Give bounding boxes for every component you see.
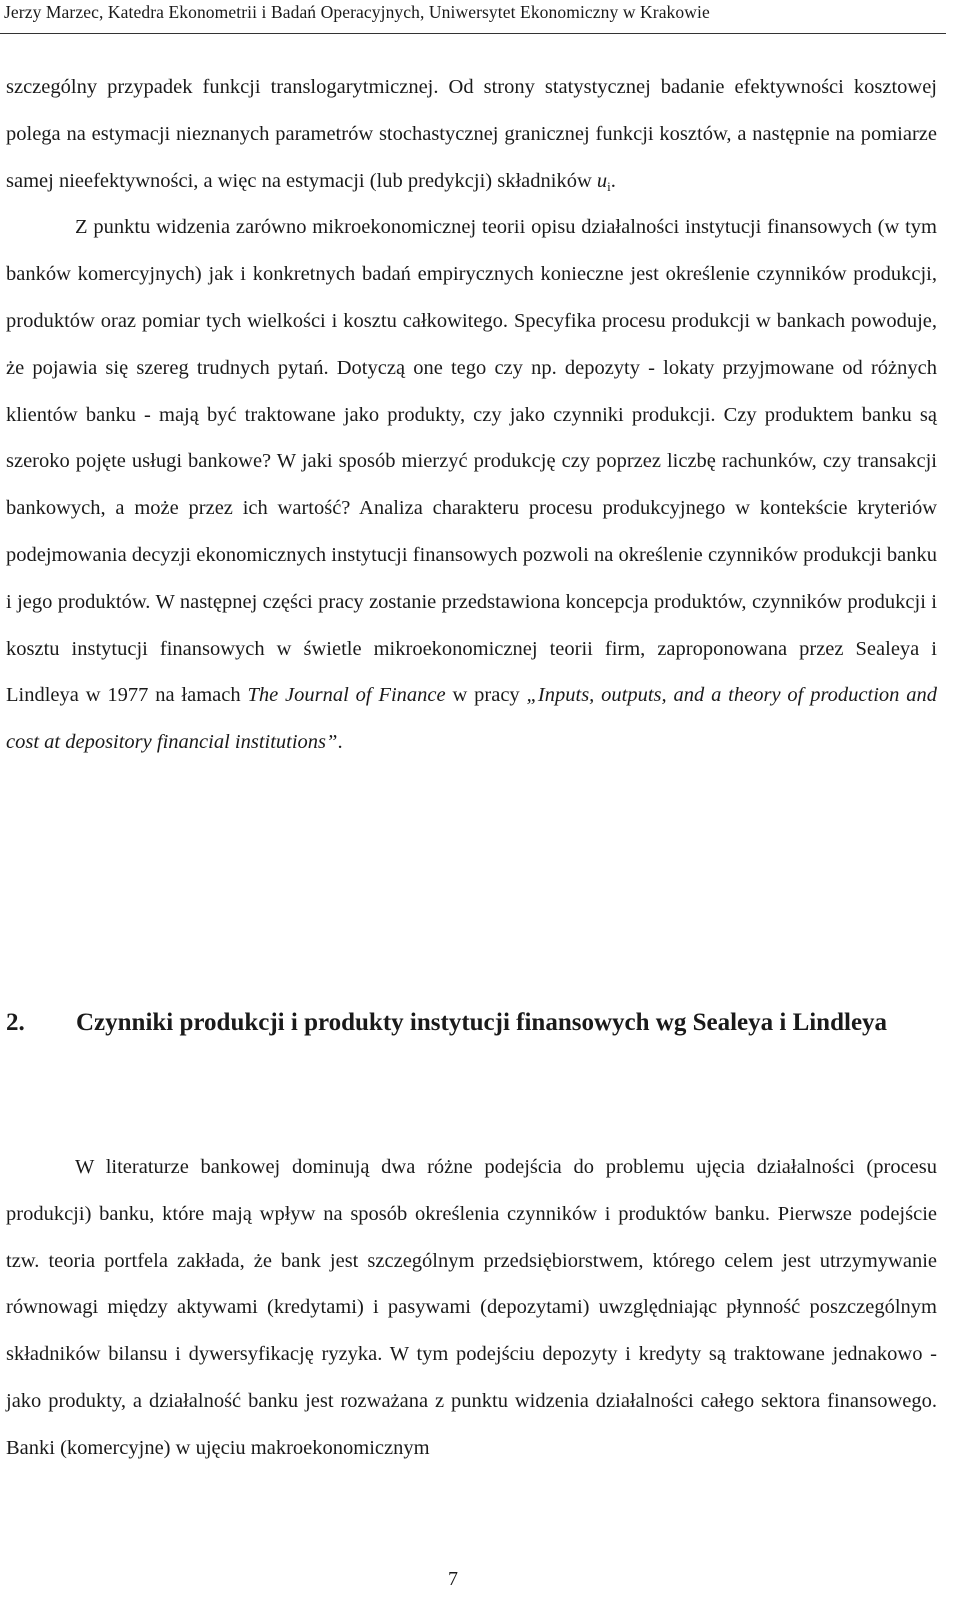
paragraph-1-text: szczególny przypadek funkcji translogarytmicznej. Od strony statystycznej badanie efektywności kosztowej polega na estymacji nieznanych parametrów stochastycznej granicznej funkcji kosztów, a następnie na pomiarze samej nieefektywności, a więc na estymacji (lub predykcji) składników <box>6 76 937 192</box>
variable-u: u <box>596 169 608 192</box>
paper-title: „Inputs, outputs, and a theory of production and cost at depository financial institutions” <box>6 684 937 754</box>
running-head: Jerzy Marzec, Katedra Ekonometrii i Badań Operacyjnych, Uniwersytet Ekonomiczny w Krakowie <box>4 2 710 22</box>
page-number: 7 <box>448 1568 458 1590</box>
paragraph-2-mid: w pracy <box>445 684 527 707</box>
paragraph-3: W literaturze bankowej dominują dwa różne podejścia do problemu ujęcia działalności (procesu produkcji) banku, które mają wpływ na sposób określenia czynników i produktów banku. Pierwsze podejście tzw. teoria portfela zakłada, że bank jest szczególnym przedsiębiorstwem, którego celem jest utrzymywanie równowagi między aktywami (kredytami) i pasywami (depozytami) uwzględniając płynność poszczególnym składników bilansu i dywersyfikację ryzyka. W tym podejściu depozyty i kredyty są traktowane jednakowo - jako produkty, a działalność banku jest rozważana z punktu widzenia działalności całego sektora finansowego. Banki (komercyjne) w ujęciu makroekonomicznym <box>6 1156 937 1459</box>
paragraph-2 <box>6 204 937 766</box>
variable-subscript: i <box>607 178 611 194</box>
paragraph-continuation <box>6 64 937 204</box>
paragraph-2-end: . <box>337 731 343 754</box>
section-heading <box>6 996 937 1050</box>
paragraph-1-end: . <box>610 169 616 192</box>
header-rule <box>0 33 946 34</box>
body-text-top <box>6 64 937 766</box>
section-number: 2. <box>6 1009 25 1036</box>
paragraph-2-text: Z punktu widzenia zarówno mikroekonomicznej teorii opisu działalności instytucji finansowych (w tym banków komercyjnych) jak i konkretnych badań empirycznych konieczne jest określenie czynników produkcji, produktów oraz pomiar tych wielkości i kosztu całkowitego. Specyfika procesu produkcji w bankach powoduje, że pojawia się szereg trudnych pytań. Dotyczą one tego czy np. depozyty - lokaty przyjmowane od różnych klientów banku - mają być traktowane jako produkty, czy jako czynniki produkcji. Czy produktem banku są szeroko pojęte usługi bankowe? W jaki sposób mierzyć produkcję czy poprzez liczbę rachunków, czy transakcji bankowych, a może przez ich wartość? Analiza charakteru procesu produkcyjnego w kontekście kryteriów podejmowania decyzji ekonomicznych instytucji finansowych pozwoli na określenie czynników produkcji banku i jego produktów. W następnej części pracy zostanie przedstawiona koncepcja produktów, czynników produkcji i kosztu instytucji finansowych w świetle mikroekonomicznej teorii firm, zaproponowana przez Sealeya i Lindleya w 1977 na łamach <box>6 216 937 707</box>
journal-title: The Journal of Finance <box>247 684 446 707</box>
section-title: Czynniki produkcji i produkty instytucji finansowych wg Sealeya i Lindleya <box>76 1009 888 1036</box>
body-text-bottom <box>6 1144 937 1472</box>
